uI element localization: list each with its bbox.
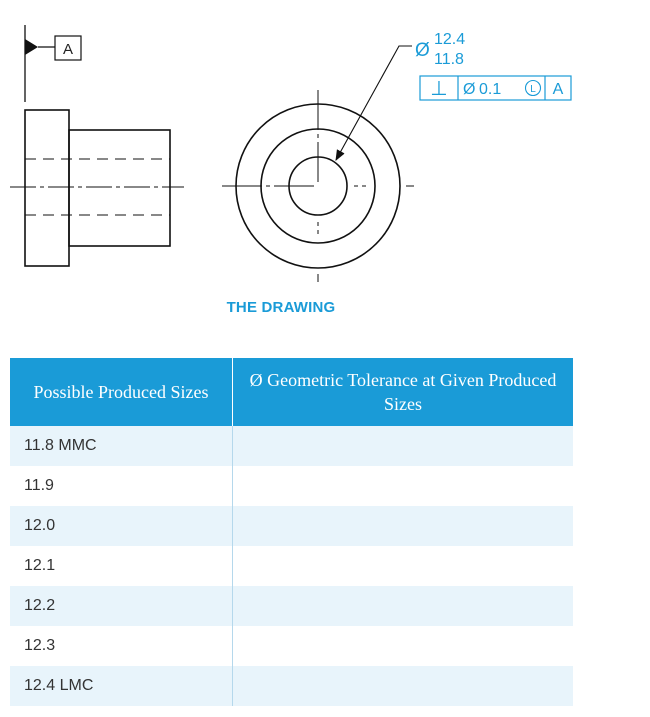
table-row: [10, 666, 573, 706]
cell-size: 12.1: [10, 546, 233, 586]
technical-drawing: [0, 0, 650, 330]
cell-tolerance: [233, 666, 574, 706]
lower-limit: 11.8: [434, 51, 464, 68]
table-row: [10, 426, 573, 466]
header-geometric-tolerance: Ø Geometric Tolerance at Given Produced Sizes: [233, 358, 574, 426]
perpendicularity-symbol: ⊥: [430, 78, 448, 100]
end-view: [222, 90, 414, 282]
cell-size: 12.2: [10, 586, 233, 626]
table-row: [10, 466, 573, 506]
lmc-modifier-letter: L: [530, 84, 536, 95]
feature-control-frame: [420, 76, 571, 100]
datum-feature-symbol: [25, 25, 81, 102]
datum-label: A: [62, 41, 74, 58]
cell-tolerance: [233, 466, 574, 506]
side-view: [10, 110, 184, 266]
header-produced-sizes: Possible Produced Sizes: [10, 358, 233, 426]
cell-size: 11.8 MMC: [10, 426, 233, 466]
cell-tolerance: [233, 426, 574, 466]
cell-tolerance: [233, 546, 574, 586]
upper-limit: 12.4: [434, 31, 466, 48]
tolerance-table: [10, 358, 573, 706]
table-row: [10, 626, 573, 666]
fcf-tolerance: 0.1: [479, 81, 502, 98]
cell-size: 12.4 LMC: [10, 666, 233, 706]
drawing-caption: THE DRAWING: [226, 299, 336, 316]
table-row: [10, 546, 573, 586]
leader-line: [336, 46, 412, 160]
cell-tolerance: [233, 626, 574, 666]
table-row: [10, 506, 573, 546]
cell-tolerance: [233, 586, 574, 626]
cell-size: 12.3: [10, 626, 233, 666]
table-row: [10, 586, 573, 626]
cell-tolerance: [233, 506, 574, 546]
fcf-datum: A: [552, 81, 564, 98]
cell-size: 11.9: [10, 466, 233, 506]
table-header-row: [10, 358, 573, 426]
cell-size: 12.0: [10, 506, 233, 546]
size-dimension: [415, 31, 465, 68]
fcf-diameter-symbol: Ø: [463, 81, 476, 98]
diameter-symbol: Ø: [415, 40, 430, 61]
